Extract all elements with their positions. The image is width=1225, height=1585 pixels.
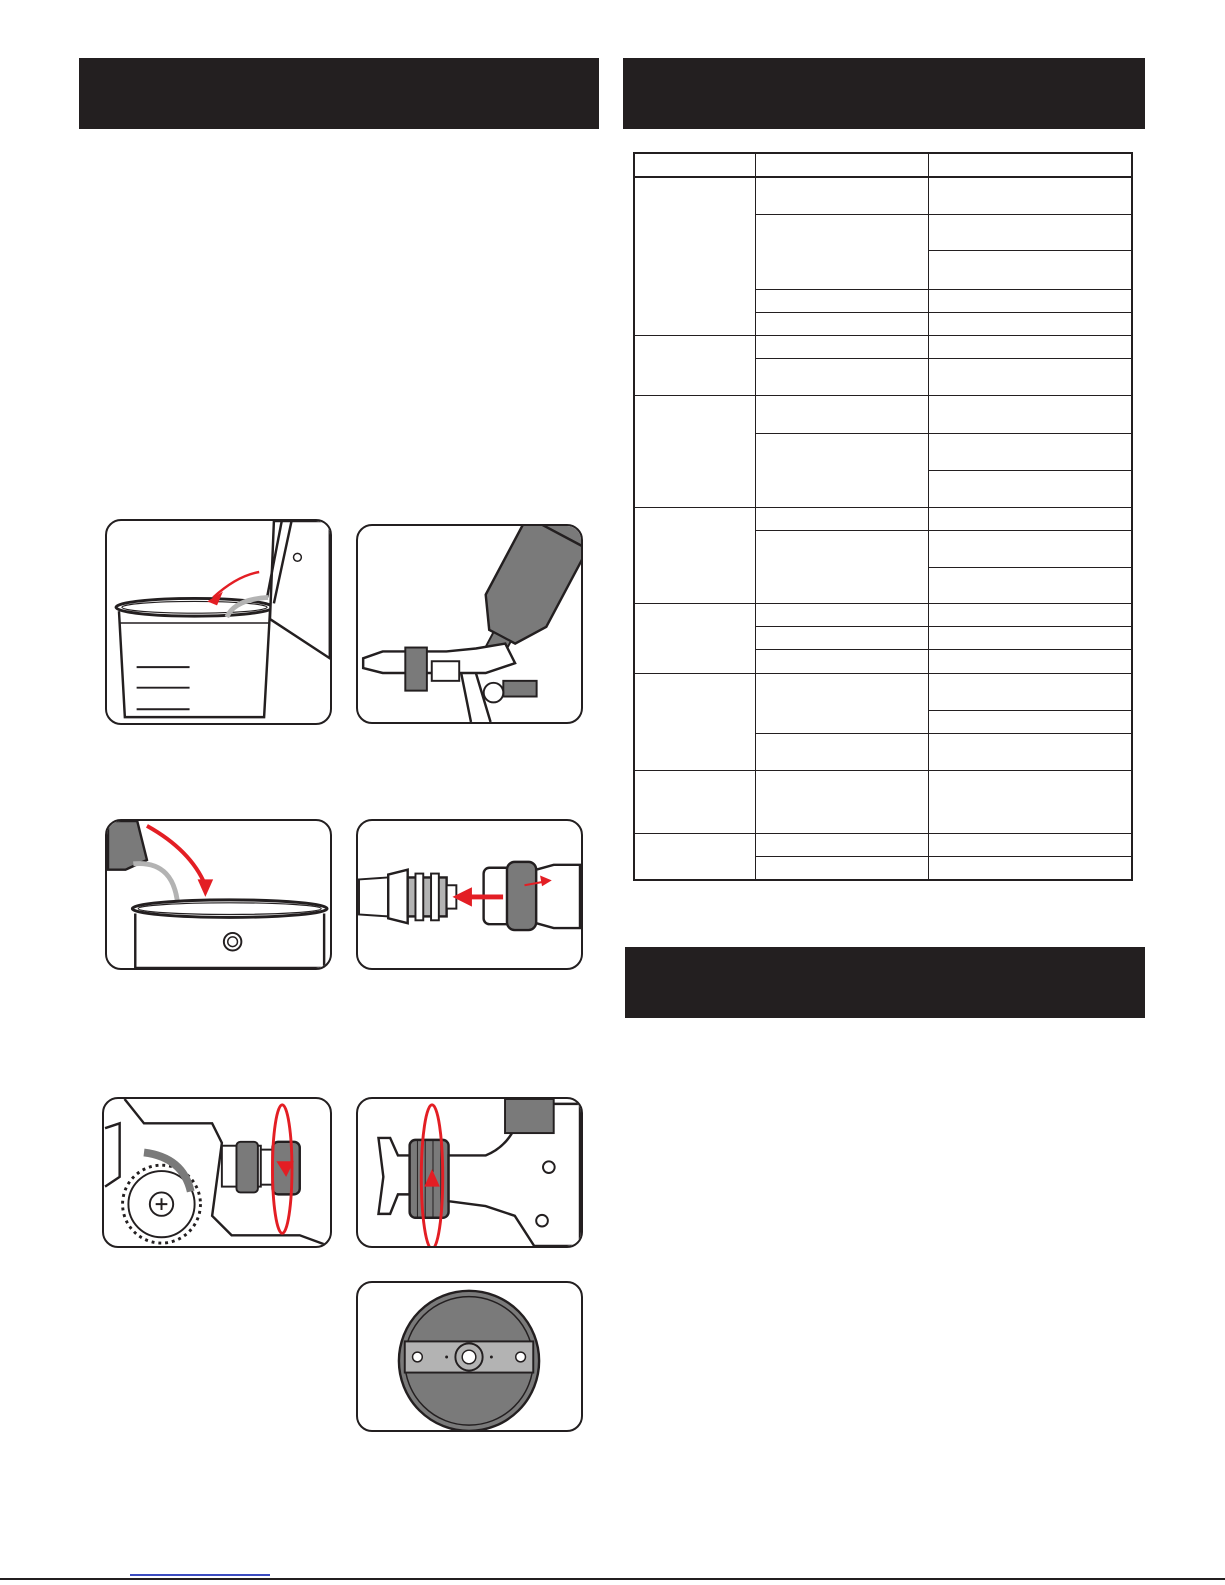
quick-coupler-icon (358, 821, 581, 968)
table-cell (928, 627, 1132, 650)
table-cell (928, 507, 1132, 530)
table-cell (928, 733, 1132, 770)
table-header-solution (928, 153, 1132, 177)
table-cell (755, 733, 928, 770)
table-row (634, 834, 1132, 857)
table-cell (928, 710, 1132, 733)
table-cell (928, 530, 1132, 567)
figure-mixing-cup (105, 519, 332, 725)
table-cell (755, 433, 928, 507)
table-row (634, 604, 1132, 627)
table-cell (928, 177, 1132, 214)
table-cell (634, 673, 755, 770)
troubleshooting-table (633, 152, 1133, 881)
table-cell (755, 834, 928, 857)
table-cell (634, 604, 755, 673)
table-cell (755, 214, 928, 289)
table-cell (928, 396, 1132, 433)
table-cell (755, 857, 928, 880)
table-cell (928, 336, 1132, 359)
figure-air-cap-face (356, 1281, 583, 1432)
table-header-cause (755, 153, 928, 177)
table-row (634, 507, 1132, 530)
section-header-lower-right (625, 947, 1145, 1018)
table-cell (928, 604, 1132, 627)
table-cell (928, 290, 1132, 313)
table-cell (634, 177, 755, 336)
spray-gun-ring-icon (358, 1099, 581, 1246)
figure-pour-cup (105, 819, 332, 970)
table-row (634, 770, 1132, 833)
table-cell (755, 177, 928, 214)
table-cell (928, 857, 1132, 880)
table-row (634, 177, 1132, 214)
table-cell (634, 770, 755, 833)
table-header-problem (634, 153, 755, 177)
table-cell (928, 568, 1132, 604)
section-header-left (79, 58, 599, 129)
table-cell (755, 396, 928, 433)
spray-gun-cup-icon (358, 526, 581, 722)
table-cell (928, 834, 1132, 857)
table-cell (928, 673, 1132, 710)
table-cell (928, 214, 1132, 250)
figure-fluid-knob (102, 1097, 332, 1248)
footer-rule (0, 1578, 1225, 1580)
table-cell (928, 250, 1132, 289)
table-cell (755, 507, 928, 530)
table-cell (755, 336, 928, 359)
table-cell (634, 507, 755, 603)
table-cell (755, 530, 928, 603)
figure-quick-coupler (356, 819, 583, 970)
table-cell (928, 770, 1132, 833)
air-cap-face-icon (358, 1283, 581, 1430)
pour-solvent-icon (107, 821, 330, 968)
table-cell (755, 604, 928, 627)
figure-gun-with-cup (356, 524, 583, 724)
table-cell (928, 433, 1132, 470)
table-cell (755, 359, 928, 396)
table-cell (755, 770, 928, 833)
table-cell (928, 470, 1132, 507)
table-row (634, 673, 1132, 710)
fluid-knob-rotate-icon (104, 1099, 330, 1246)
pour-into-cup-icon (107, 521, 330, 723)
table-cell (755, 627, 928, 650)
table-cell (928, 313, 1132, 336)
table-cell (755, 290, 928, 313)
table-cell (634, 834, 755, 880)
section-header-troubleshooting (623, 58, 1145, 129)
table-row (634, 336, 1132, 359)
table-cell (755, 650, 928, 673)
table-cell (928, 359, 1132, 396)
table-cell (634, 336, 755, 396)
table-cell (928, 650, 1132, 673)
table-row (634, 396, 1132, 433)
figure-air-cap-ring (356, 1097, 583, 1248)
table-cell (634, 396, 755, 507)
table-header-row (634, 153, 1132, 177)
table-cell (755, 313, 928, 336)
table-cell (755, 673, 928, 733)
footer-link-underline[interactable] (130, 1574, 270, 1576)
